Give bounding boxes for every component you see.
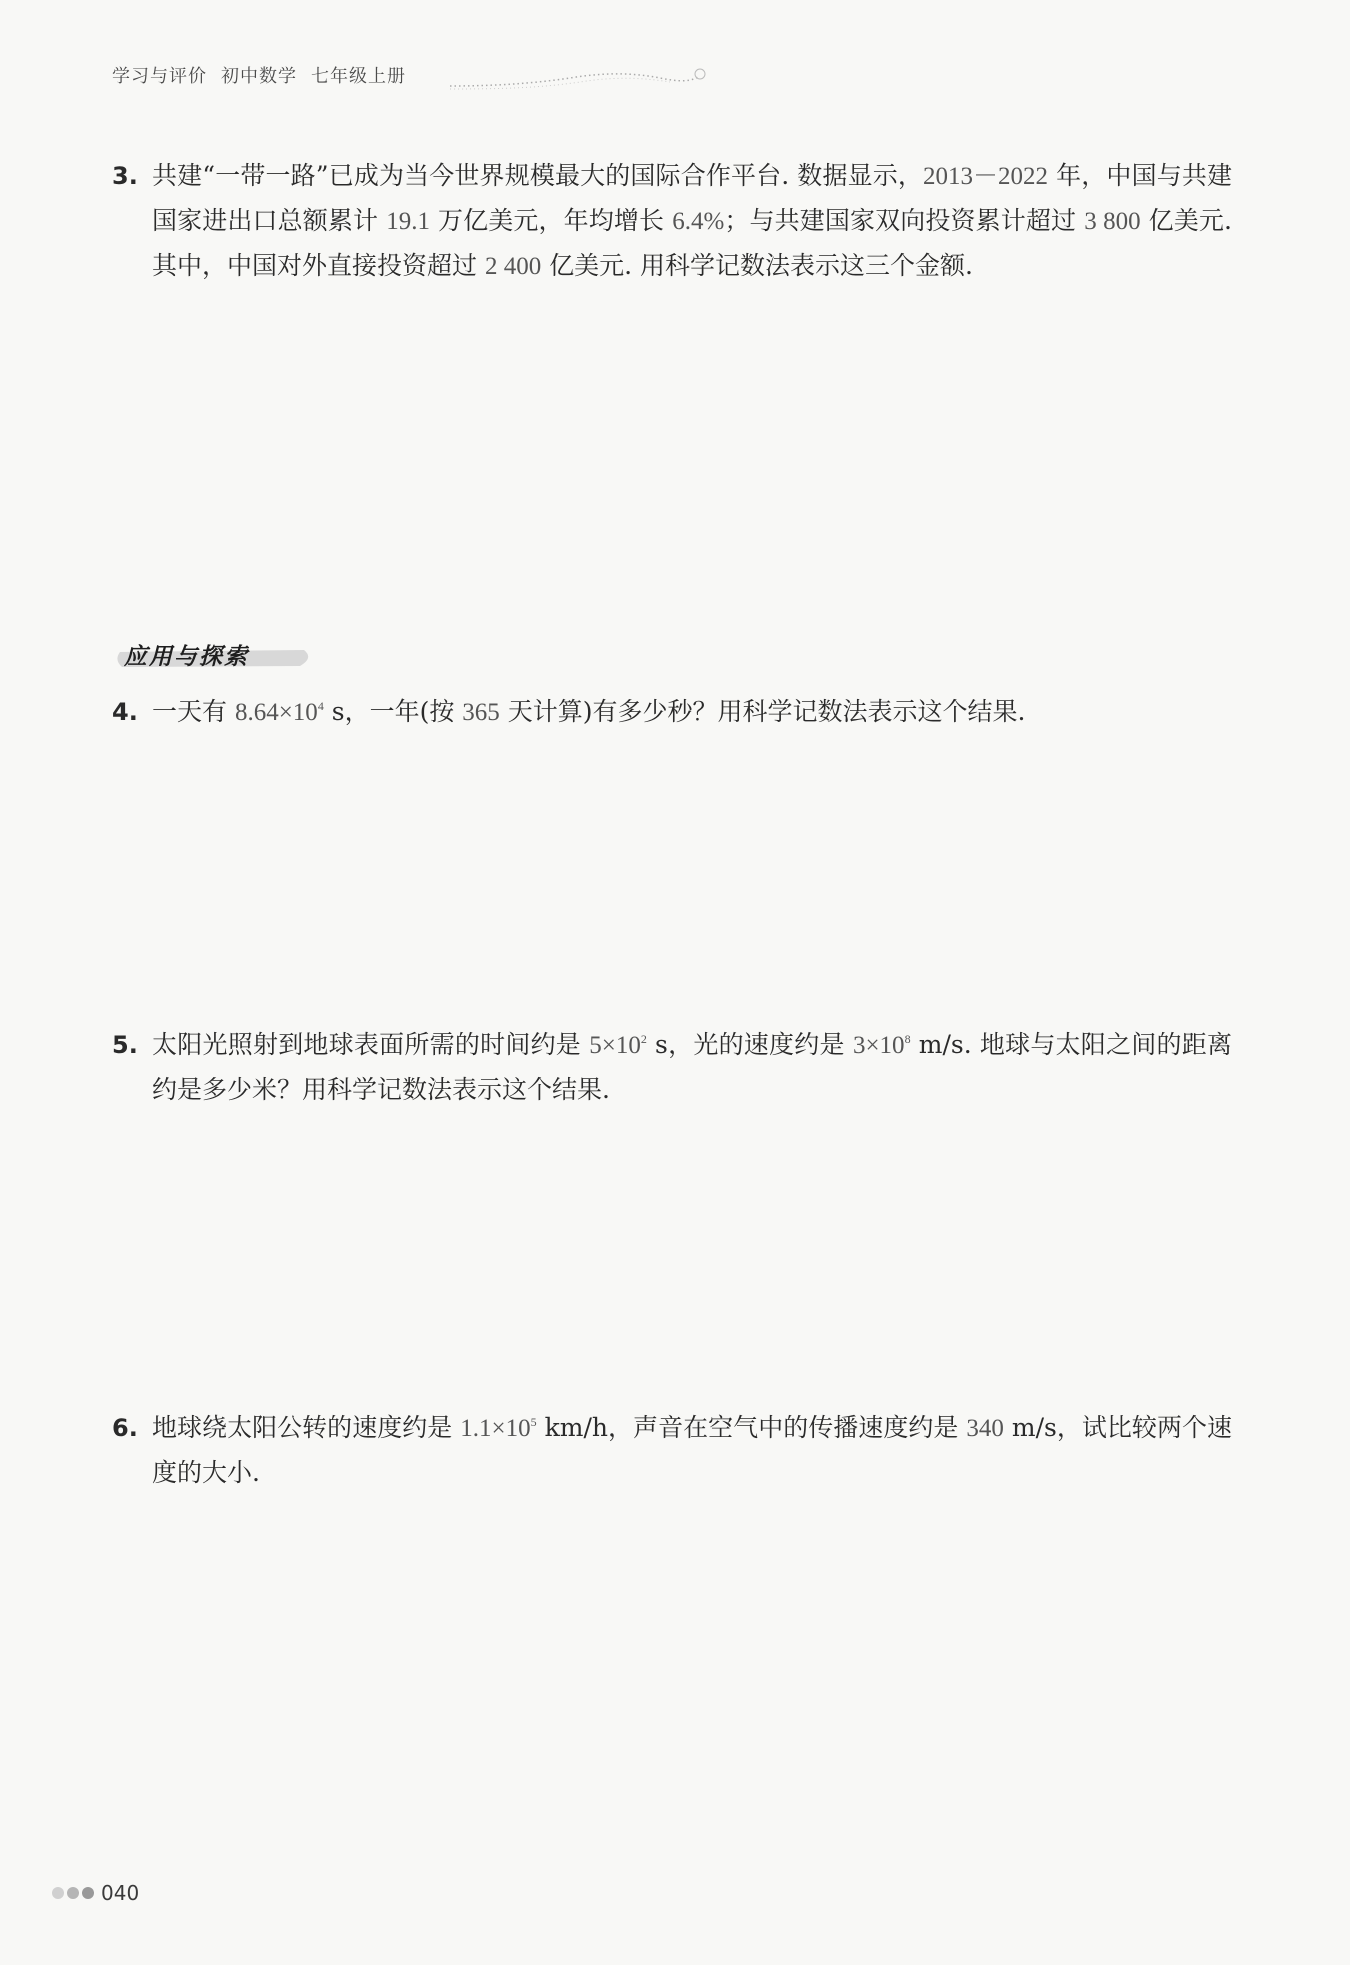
speed-of-light: $3\times 10^8$ xyxy=(852,1032,911,1059)
footer-dot-icon xyxy=(52,1887,64,1899)
page-number: 040 xyxy=(101,1881,140,1905)
investment-amount: 3 800 xyxy=(1084,208,1141,235)
running-header xyxy=(112,62,406,88)
header-dotted-decoration xyxy=(450,64,750,94)
question-text: 一天有 $8.64\times 10^4$ s，一年(按 365 天计算)有多少秒？用科学记数法表示这个结果. xyxy=(152,697,1026,726)
question-6 xyxy=(112,1406,1232,1495)
light-travel-time: $5\times 10^2$ xyxy=(589,1032,647,1059)
year-range: 2013－2022 xyxy=(923,163,1049,190)
question-number: 3. xyxy=(112,162,138,190)
header-grade: 七年级上册 xyxy=(311,66,406,87)
question-text: 地球绕太阳公转的速度约是 $1.1\times 10^5$ km/h，声音在空气中的传播速度约是 340 m/s，试比较两个速度的大小. xyxy=(152,1413,1233,1487)
trade-amount: 19.1 xyxy=(386,208,430,235)
days-per-year: 365 xyxy=(462,699,500,726)
header-book-title: 学习与评价 xyxy=(112,66,207,87)
question-3 xyxy=(112,154,1232,289)
footer-dot-icon xyxy=(82,1887,94,1899)
outbound-investment-amount: 2 400 xyxy=(484,253,542,280)
question-number: 5. xyxy=(112,1031,138,1059)
question-number: 6. xyxy=(112,1414,138,1442)
question-text: 共建“一带一路”已成为当今世界规模最大的国际合作平台. 数据显示，2013－2022 年，中国与共建国家进出口总额累计 19.1 万亿美元，年均增长 6.4%；与共建国家双向投资累计超过 3 800 亿美元. 其中，中国对外直接投资超过 2 400 亿美元. 用科学记数法表示这三个金额. xyxy=(152,161,1232,280)
earth-orbital-speed: $1.1\times 10^5$ xyxy=(460,1415,537,1442)
footer-dot-icon xyxy=(67,1887,79,1899)
seconds-per-day: $8.64\times 10^4$ xyxy=(234,699,324,726)
growth-rate: 6.4% xyxy=(672,208,725,235)
question-number: 4. xyxy=(112,698,138,726)
question-text: 太阳光照射到地球表面所需的时间约是 $5\times 10^2$ s，光的速度约是 $3\times 10^8$ m/s. 地球与太阳之间的距离约是多少米？用科学记数法表示这个结果. xyxy=(152,1030,1232,1104)
question-5 xyxy=(112,1023,1232,1112)
header-subject: 初中数学 xyxy=(221,66,297,87)
section-heading xyxy=(116,636,316,672)
speed-of-sound: 340 xyxy=(966,1415,1004,1442)
page-footer xyxy=(52,1878,139,1908)
question-4 xyxy=(112,690,1232,735)
section-title: 应用与探索 xyxy=(124,644,249,670)
